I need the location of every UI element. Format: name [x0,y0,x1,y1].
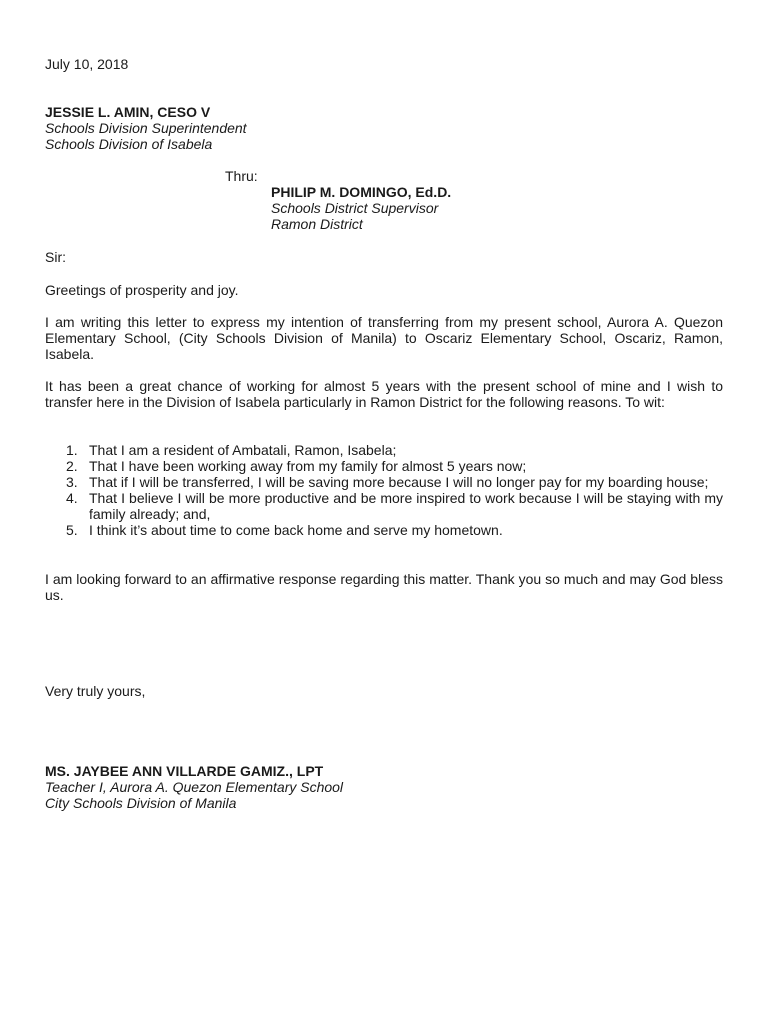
list-number: 1. [66,442,78,458]
recipient-name: JESSIE L. AMIN, CESO V [45,104,211,120]
body-paragraph-reasons-intro: It has been a great chance of working for almost 5 years with the present school of mine and I wish to transfer here in the Division of Isabela particularly in Ramon District for the following reasons. To wit: [45,378,723,410]
thru-label: Thru: [225,168,258,184]
thru-title: Schools District Supervisor [271,200,439,216]
list-item [45,442,723,458]
body-paragraph-closing: I am looking forward to an affirmative response regarding this matter. Thank you so much and may God bless us. [45,571,723,603]
sender-name: MS. JAYBEE ANN VILLARDE GAMIZ., LPT [45,763,324,779]
list-item [45,490,723,522]
list-text: That if I will be transferred, I will be saving more because I will no longer pay for my boarding house; [89,474,709,490]
thru-block [271,184,451,232]
complimentary-close: Very truly yours, [45,683,146,699]
list-item [45,458,723,474]
thru-office: Ramon District [271,216,363,232]
list-text: That I am a resident of Ambatali, Ramon, Isabela; [89,442,397,458]
list-item [45,474,723,490]
greeting: Greetings of prosperity and joy. [45,282,239,298]
salutation: Sir: [45,249,66,265]
signature-block [45,763,343,811]
sender-position: Teacher I, Aurora A. Quezon Elementary School [45,779,344,795]
recipient-office: Schools Division of Isabela [45,136,213,152]
body-paragraph-intent: I am writing this letter to express my intention of transferring from my present school, Aurora A. Quezon Elementary School, (City Schools Division of Manila) to Oscariz Elementary School, Oscariz, Ramon, Isabela. [45,314,723,362]
letter-date: July 10, 2018 [45,56,129,72]
list-number: 4. [66,490,78,506]
list-number: 2. [66,458,78,474]
thru-name: PHILIP M. DOMINGO, Ed.D. [271,184,452,200]
recipient-block [45,104,247,152]
list-text: That I have been working away from my family for almost 5 years now; [89,458,527,474]
list-number: 3. [66,474,78,490]
sender-office: City Schools Division of Manila [45,795,237,811]
reasons-list [45,442,723,538]
list-text: That I believe I will be more productive and be more inspired to work because I will be staying with my family already; and, [89,490,723,522]
list-text: I think it’s about time to come back home and serve my hometown. [89,522,503,538]
recipient-title: Schools Division Superintendent [45,120,247,136]
list-item [45,522,723,538]
list-number: 5. [66,522,78,538]
